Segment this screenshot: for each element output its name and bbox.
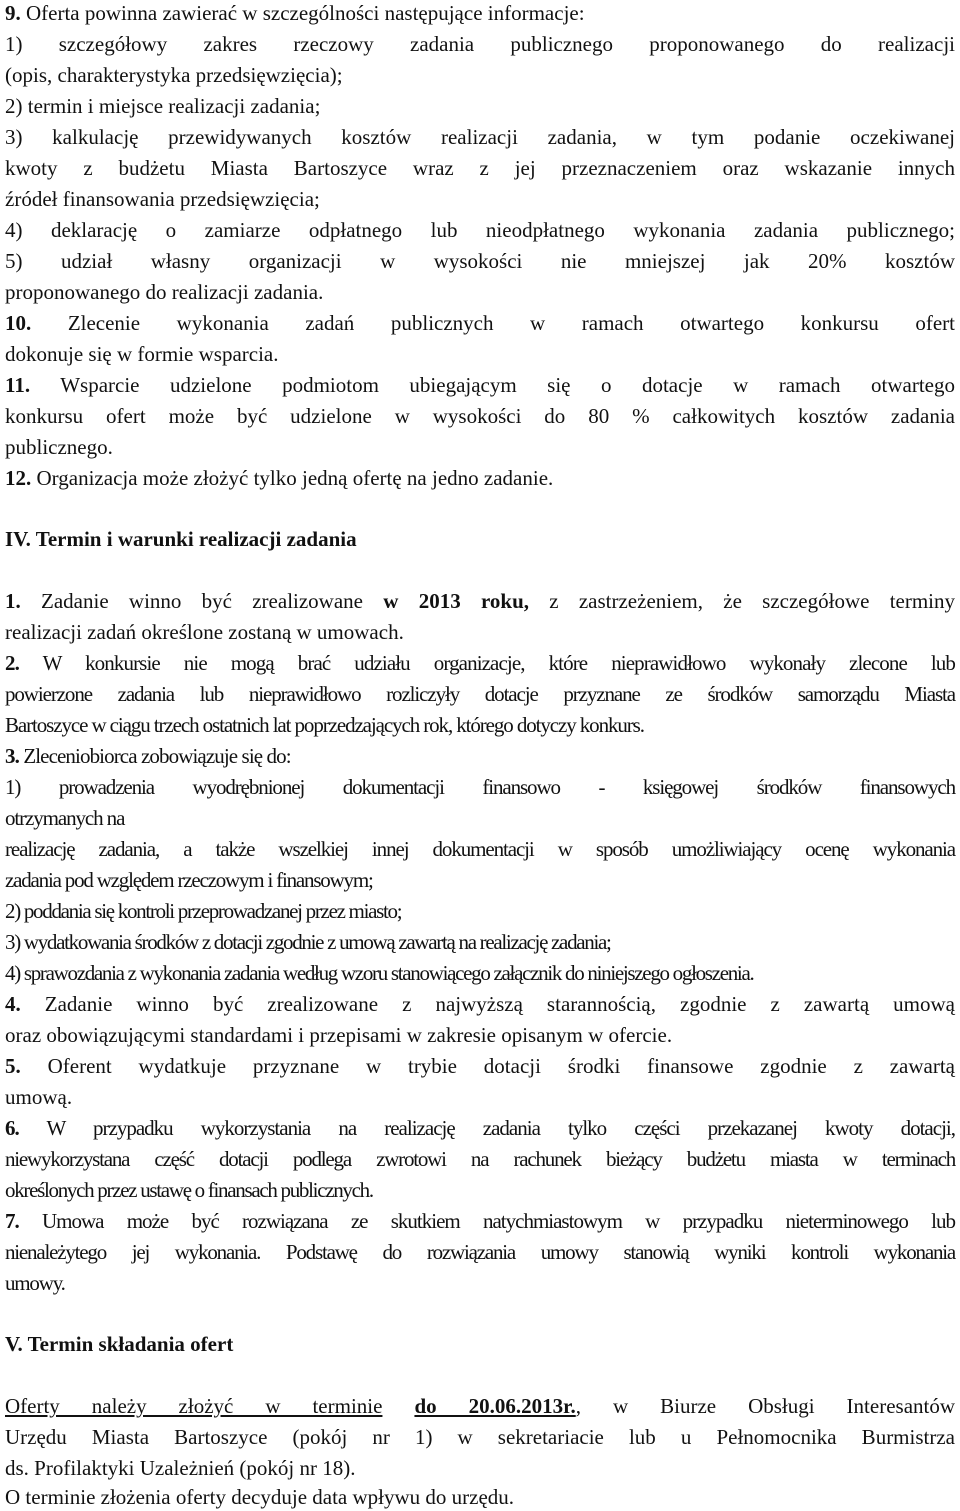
paragraph-text: Oferent wydatkuje przyznane w trybie dotacji środki finansowe zgodnie z zawartą [47, 1054, 956, 1078]
paragraph-text: dokonuje się w formie wsparcia. [5, 342, 279, 366]
paragraph-text: publicznego. [5, 435, 113, 459]
paragraph-text: realizacji zadań określone zostaną w umowach. [5, 620, 404, 644]
paragraph-text: Zleceniobiorca zobowiązuje się do: [23, 744, 291, 768]
list-item: 3) kalkulację przewidywanych kosztów realizacji zadania, w tym podanie oczekiwanej [5, 125, 955, 149]
paragraph-number: 1. [5, 589, 21, 613]
paragraph-text: określonych przez ustawę o finansach publicznych. [5, 1178, 373, 1202]
section-heading-v: V. Termin składania ofert [5, 1332, 234, 1356]
list-item: 1) prowadzenia wyodrębnionej dokumentacji finansowo - księgowej środków finansowych [5, 775, 955, 799]
paragraph-number: 7. [5, 1209, 19, 1233]
paragraph-5 [5, 1053, 955, 1079]
paragraph-6 [5, 1115, 955, 1141]
list-item: 3) wydatkowania środków z dotacji zgodnie z umową zawartą na realizację zadania; [5, 930, 611, 954]
paragraph-9 [5, 0, 955, 26]
paragraph-number: 12. [5, 466, 32, 490]
paragraph-1 [5, 588, 955, 614]
paragraph-text: z zastrzeżeniem, że szczegółowe terminy [549, 589, 956, 613]
paragraph-text: niewykorzystana część dotacji podlega zwrotowi na rachunek bieżący budżetu miasta w terminach [5, 1147, 955, 1171]
paragraph-number: 11. [5, 373, 31, 397]
paragraph-text: nienależytego jej wykonania. Podstawę do rozwiązania umowy stanowią wyniki kontroli wykonania [5, 1240, 955, 1264]
deadline-year: w 2013 roku, [383, 589, 529, 613]
paragraph-text: powierzone zadania lub nieprawidłowo rozliczyły dotacje przyznane ze środków samorządu Miasta [5, 682, 955, 706]
paragraph-text: W przypadku wykorzystania na realizację zadania tylko części przekazanej kwoty dotacji, [46, 1116, 955, 1140]
paragraph-text: Oferta powinna zawierać w szczególności następujące informacje: [26, 1, 585, 25]
paragraph-text: Zlecenie wykonania zadań publicznych w ramach otwartego konkursu ofert [67, 311, 956, 335]
list-item: 4) sprawozdania z wykonania zadania według wzoru stanowiącego załącznik do niniejszego ogłoszenia. [5, 961, 754, 985]
paragraph-7 [5, 1208, 955, 1234]
list-item: 2) termin i miejsce realizacji zadania; [5, 94, 321, 118]
list-item: otrzymanych na [5, 806, 125, 830]
paragraph-text: Zadanie winno być zrealizowane z najwyższą starannością, zgodnie z zawartą umową [44, 992, 955, 1016]
deadline-text: Oferty należy złożyć w terminie [5, 1394, 383, 1418]
list-item: proponowanego do realizacji zadania. [5, 280, 324, 304]
paragraph-text: konkursu ofert może być udzielone w wysokości do 80 % całkowitych kosztów zadania [5, 404, 955, 428]
list-item: (opis, charakterystyka przedsięwzięcia); [5, 63, 343, 87]
paragraph-text: Organizacja może złożyć tylko jedną ofertę na jedno zadanie. [36, 466, 554, 490]
paragraph-4 [5, 991, 955, 1017]
list-item: 2) poddania się kontroli przeprowadzanej przez miasto; [5, 899, 402, 923]
list-item: źródeł finansowania przedsięwzięcia; [5, 187, 320, 211]
paragraph-text: umową. [5, 1085, 73, 1109]
paragraph-2 [5, 650, 955, 676]
paragraph-text: oraz obowiązującymi standardami i przepisami w zakresie opisanym w ofercie. [5, 1023, 673, 1047]
paragraph-text: O terminie złożenia oferty decyduje data wpływu do urzędu. [5, 1485, 515, 1509]
paragraph-text: Bartoszyce w ciągu trzech ostatnich lat poprzedzających rok, którego dotyczy konkurs. [5, 713, 644, 737]
paragraph-text: W konkursie nie mogą brać udziału organizacje, które nieprawidłowo wykonały zlecone lub [42, 651, 955, 675]
paragraph-text: ds. Profilaktyki Uzależnień (pokój nr 18). [5, 1456, 356, 1480]
paragraph-number: 6. [5, 1116, 19, 1140]
list-item: realizację zadania, a także wszelkiej innej dokumentacji w sposób umożliwiający ocenę wykonania [5, 837, 955, 861]
paragraph-number: 9. [5, 1, 21, 25]
paragraph-text: umowy. [5, 1271, 65, 1295]
paragraph-number: 10. [5, 311, 32, 335]
paragraph-3 [5, 743, 955, 769]
paragraph-text: Zadanie winno być zrealizowane [41, 589, 363, 613]
paragraph-number: 4. [5, 992, 21, 1016]
paragraph-number: 3. [5, 744, 19, 768]
paragraph-number: 2. [5, 651, 19, 675]
paragraph-text: Wsparcie udzielone podmiotom ubiegającym się o dotacje w ramach otwartego [60, 373, 955, 397]
paragraph-12 [5, 465, 955, 491]
list-item: 1) szczegółowy zakres rzeczowy zadania publicznego proponowanego do realizacji [5, 32, 955, 56]
section-heading-iv: IV. Termin i warunki realizacji zadania [5, 527, 357, 551]
list-item: zadania pod względem rzeczowym i finansowym; [5, 868, 373, 892]
list-item: 5) udział własny organizacji w wysokości nie mniejszej jak 20% kosztów [5, 249, 955, 273]
paragraph-text: Urzędu Miasta Bartoszyce (pokój nr 1) w sekretariacie lub u Pełnomocnika Burmistrza [5, 1425, 955, 1449]
paragraph-11 [5, 372, 955, 398]
paragraph-10 [5, 310, 955, 336]
paragraph-text: Umowa może być rozwiązana ze skutkiem natychmiastowym w przypadku nieterminowego lub [42, 1209, 955, 1233]
paragraph-text: , w Biurze Obsługi Interesantów [575, 1394, 956, 1418]
list-item: kwoty z budżetu Miasta Bartoszyce wraz z jej przeznaczeniem oraz wskazanie innych [5, 156, 955, 180]
submission-deadline [5, 1393, 955, 1419]
deadline-date: do 20.06.2013r. [414, 1394, 576, 1418]
list-item: 4) deklarację o zamiarze odpłatnego lub nieodpłatnego wykonania zadania publicznego; [5, 218, 955, 242]
paragraph-number: 5. [5, 1054, 21, 1078]
